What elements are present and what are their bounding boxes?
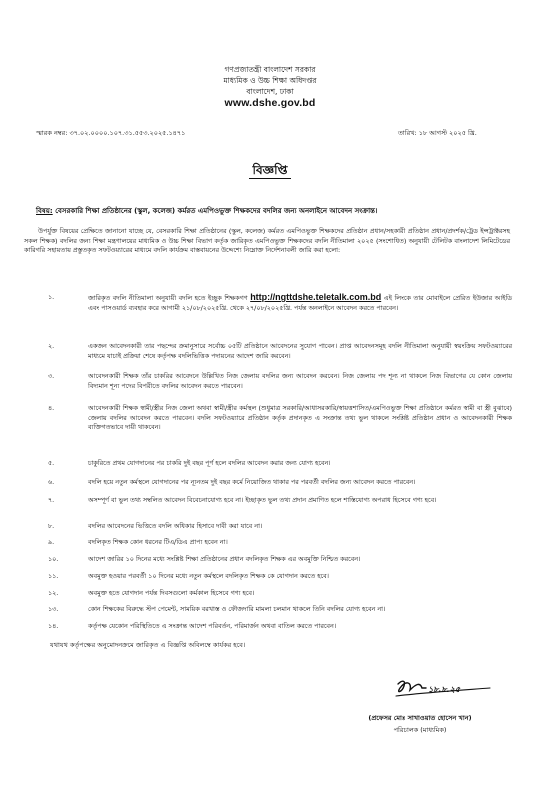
subject-line (36, 206, 516, 216)
closing-statement: যথাযথ কর্তৃপক্ষের অনুমোদনক্রমে জারিকৃত এ বিজ্ঞপ্তি অবিলম্বে কার্যকর হবে। (50, 641, 246, 649)
item-number: ২. (48, 342, 55, 350)
item-text: বদলি হয়ে নতুন কর্মস্থলে যোগদানের পর ন্যূনতম দুই বছর কর্মে নিয়োজিত থাকার পর পরবর্তী বদলির জন্য আবেদন করতে পারবেন। (88, 478, 416, 486)
notice-title-text: বিজ্ঞপ্তি (249, 163, 292, 179)
directorate-name: মাধ্যমিক ও উচ্চ শিক্ষা অধিদপ্তর (223, 76, 317, 85)
directorate-location: বাংলাদেশ, ঢাকা (246, 87, 294, 96)
item-number: ১১. (48, 572, 59, 580)
item-number: ১২. (48, 589, 59, 597)
item-text (88, 293, 512, 313)
item-number: ১৪. (48, 622, 59, 630)
item-number: ১৩. (48, 605, 59, 613)
item-text-pre: জারিকৃত বদলি নীতিমালা অনুযায়ী বদলি হতে ইচ্ছুক শিক্ষকগণ (88, 294, 251, 302)
item-number: ৯. (48, 538, 55, 546)
notice-title (0, 162, 540, 182)
item-text: কোন শিক্ষকের বিরুদ্ধে স্টপ পেমেন্ট, সাময়িক বরখাস্ত ও ফৌজদারি মামলা চলমান থাকলে তিনি বদলির যোগ্য হবেন না। (88, 605, 386, 613)
item-number: ১০. (48, 555, 59, 563)
item-text: বদলির আবেদনের ভিত্তিতে বদলি অধিকার হিসাবে দাবী করা যাবে না। (88, 522, 263, 530)
application-link[interactable]: http://ngttdshe.teletalk.com.bd (250, 292, 382, 302)
item-number: ৮. (48, 522, 55, 530)
subject-label: বিষয়: (36, 207, 53, 215)
item-text: চাকুরিতে প্রথম যোগদানের পর চাকরি দুই বছর পূর্ণ হলে বদলির আবেদন করার জন্য যোগ্য হবেন। (88, 459, 331, 467)
gov-header-line1: গণপ্রজাতন্ত্রী বাংলাদেশ সরকার (224, 65, 316, 74)
item-number: ১. (48, 293, 55, 301)
item-number: ৭. (48, 496, 55, 504)
memo-reference: স্মারক নম্বর: ৩৭.০২.০০০০.১০৭.৩১.৫৫৩.২০২৫.১৪৭১ (36, 129, 186, 137)
item-text: একজন আবেদনকারী তার পছন্দের ক্রমানুসারে সর্বোচ্চ ০৫টি প্রতিষ্ঠানে আবেদনের সুযোগ পাবেন। প্রাপ্ত আবেদনসমূহ বদলি নীতিমালা অনুযায়ী স্বয়ংক্রিয় সফটওয়্যারের মাধ্যমে যাচাই প্রক্রিয়া শেষে কর্তৃপক্ষ বদলিভিত্তিক পদায়নের আদেশ জারি করবেন। (88, 342, 512, 360)
memo-date: তারিখ: ১৮ আগস্ট ২০২৫ খ্রি. (398, 129, 477, 137)
website-address: www.dshe.gov.bd (224, 97, 316, 109)
item-number: ৬. (48, 478, 55, 486)
item-text: অসম্পূর্ণ বা ভুল তথ্য সম্বলিত আবেদন বিবেচনাযোগ্য হবে না। ইচ্ছাকৃত ভুল তথ্য প্রদান প্রমাণিত হলে শাস্তিযোগ্য অপরাধ হিসেবে গণ্য হবে। (88, 496, 437, 504)
item-number: ৩. (48, 372, 55, 380)
item-text: কর্তৃপক্ষ যেকোন পরিস্থিতিতে এ সংক্রান্ত আদেশ পরিবর্তন, পরিমার্জন অথবা বাতিল করতে পারবেন। (88, 622, 337, 630)
item-text: অবমুক্ত হতে যোগদান পর্যন্ত দিবসগুলো কর্মকাল হিসেবে গণ্য হবে। (88, 589, 255, 597)
item-text-post: এই লিংকে তার মোবাইলে প্রেরিত ইউজার আইডি এবং পাসওয়ার্ড ব্যবহার করে আগামী ২১/০৮/২০২৫খ্রি. থেকে ২৭/০৮/২০২৫খ্রি. পর্যন্ত অনলাইনে আবেদন করতে পারবেন। (88, 294, 512, 312)
signatory-designation: পরিচালক (মাধ্যমিক) (393, 726, 447, 734)
item-text: আদেশ জারির ১০ দিনের মধ্যে সংশ্লিষ্ট শিক্ষা প্রতিষ্ঠানের প্রধান বদলিকৃত শিক্ষক এর অবমুক্তি নিশ্চিত করবেন। (88, 555, 361, 563)
item-text: আবেদনকারী শিক্ষক স্বামী/স্ত্রীর নিজ জেলা অথবা স্বামী/স্ত্রীর কর্মস্থল (শুধুমাত্র সরকারি/আধাসরকারি/স্বায়ত্তশাসিত/এমপিওভুক্ত শিক্ষা প্রতিষ্ঠানে কর্মরত স্বামী বা স্ত্রী বুঝাবে) জেলায় বদলির আবেদন করতে পারবেন। বদলি সফটওয়্যারে প্রতিষ্ঠান কর্তৃক প্রদানকৃত এ সংক্রান্ত তথ্য ভুল থাকলে সংশ্লিষ্ট প্রতিষ্ঠান প্রধান ও আবেদনকারী শিক্ষক ব্যক্তিগতভাবে দায়ী থাকবেন। (88, 404, 512, 432)
item-text: আবেদনকারী শিক্ষক তাঁর চাকরির আবেদনে উল্লিখিত নিজ জেলায় বদলির জন্য আবেদন করবেন। নিজ জেলায় পদ শূন্য না থাকলে নিজ বিভাগের যে কোন জেলায় বিদ্যমান শূন্য পদের বিপরীতে বদলির আবেদন করতে পারবেন। (88, 372, 512, 390)
subject-text: বেসরকারি শিক্ষা প্রতিষ্ঠানের (স্কুল, কলেজ) কর্মরত এমপিওভুক্ত শিক্ষকদের বদলির জন্য অনলাইনে আবেদন সংক্রান্ত। (52, 207, 378, 215)
intro-text: উপর্যুক্ত বিষয়ের প্রেক্ষিতে জানানো যাচ্ছে যে, বেসরকারি শিক্ষা প্রতিষ্ঠানের (স্কুল, কলেজ) কর্মরত এমপিওভুক্ত শিক্ষকদের প্রতিষ্ঠান প্রধান/সহকারী প্রতিষ্ঠান প্রধান/প্রদর্শক/ট্রেড ইন্সট্রাক্টরসহ সকল শিক্ষক) বদলির জন্য শিক্ষা মন্ত্রণালয়ের মাধ্যমিক ও উচ্চ শিক্ষা বিভাগ কর্তৃক জারিকৃত এমপিওভুক্ত শিক্ষকদের বদলি নীতিমালা ২০২৫ (সংশোধিত) অনুযায়ী টেলিটক বাংলাদেশ লিমিটেডের কারিগরি সহায়তায় প্রস্তুতকৃত সফটওয়্যারের মাধ্যমে বদলি কার্যক্রম বাস্তবায়নের উদ্দেশ্যে নিম্নোক্ত নির্দেশনাবলী জারি করা হলো: (24, 227, 510, 255)
signature-date: ১৮.৮.২৫ (428, 685, 461, 694)
item-number: ৪. (48, 404, 55, 412)
item-text: অবমুক্ত হওয়ার পরবর্তী ১০ দিনের মধ্যে নতুন কর্মস্থলে বদলিকৃত শিক্ষক কে যোগদান করতে হবে। (88, 572, 329, 580)
item-number: ৫. (48, 459, 55, 467)
item-text: বদলিকৃত শিক্ষক কোন ধরনের টিএ/ডিএ প্রাপ্য হবেন না। (88, 538, 228, 546)
signatory-name: (প্রফেসর মোঃ সাখাওয়াত হোসেন খান) (368, 714, 472, 722)
intro-paragraph (24, 227, 510, 256)
